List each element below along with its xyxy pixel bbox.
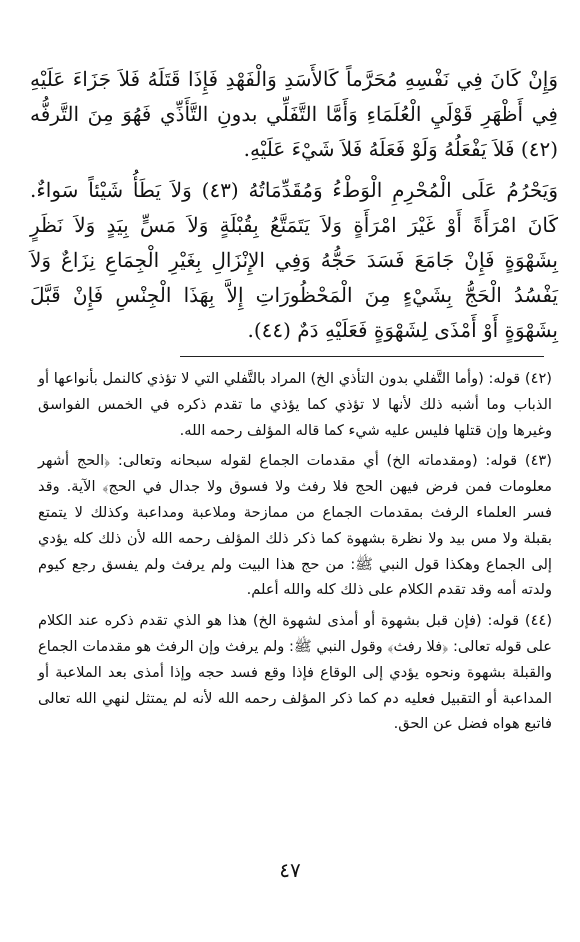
footnote-text: قوله: (ومقدماته الخ) أي مقدمات الجماع لقوله سبحانه وتعالى: ﴿الحج أشهر معلومات فمن فرض فيهن الحج فلا رفث ولا فسوق ولا جدال في الحج﴾ الآية. وقد فسر العلماء الرفث بمقدمات الجماع من ممازحة وملاعبة ومداعبة وكذلك لا يتمتع بقبلة ولا مس بيد ولا نظرة بشهوة كما ذكر ذلك المؤلف رحمه الله لأن ذلك كله يؤدي إلى الجماع وهكذا قول النبي ﷺ: من حج هذا البيت ولم يرفث ولم يفسق رجع كيوم ولدته أمه وقد تقدم الكلام على ذلك كله والله أعلم. — [38, 452, 552, 599]
main-paragraph-1: وَإِنْ كَانَ فِي نَفْسِهِ مُحَرَّماً كَالأَسَدِ وَالْفَهْدِ فَإِذَا قَتَلَهُ فَلاَ جَزَاءَ عَلَيْهِ فِي أَظْهَرِ قَوْلَيِ الْعُلَمَاءِ وَأَمَّا التَّفَلِّي بدونِ التَّأَذِّي فَهُوَ مِنَ التَّرفُّه ‎(٤٢)‏ فَلاَ يَفْعَلُهُ وَلَوْ فَعَلَهُ فَلاَ شَيْءَ عَلَيْهِ. — [30, 67, 558, 161]
footnote-number: (٤٣) — [524, 452, 552, 470]
footnote-separator — [180, 356, 544, 357]
footnote-43 — [38, 448, 552, 603]
footnote-text: قوله: (وأما التَّفلي بدون التأذي الخ) المراد بالتَّفلي التي لا تؤذي كالنمل بأنواعها أو الذباب وما أشبه ذلك لأنها لا تؤذي كما يؤذي ما تقدم ذكره في الخمس الفواسق وغيرها وإن قتلها فليس عليه شيء كما قاله المؤلف رحمه الله. — [38, 370, 552, 439]
main-paragraph-2: وَيَحْرُمُ عَلَى الْمُحْرِمِ الْوَطْءُ وَمُقَدِّمَاتُهُ ‎(٤٣)‏ وَلاَ يَطَأُ شَيْئاً سَواءٌ. كَانَ امْرَأَةً أَوْ غَيْرَ امْرَأَةٍ وَلاَ يَتَمَتَّعُ بِقُبْلَةٍ وَلاَ مَسٍّ بِيَدٍ وَلاَ نَظَرٍ بِشَهْوَةٍ فَإِنْ جَامَعَ فَسَدَ حَجُّهُ وَفِي الإِنْزَالِ بِغَيْرِ الْجِمَاعِ نِزَاعٌ وَلاَ يَفْسُدُ الْحَجُّ بِشَيْءٍ مِنَ الْمَحْظُورَاتِ إِلاَّ بِهَذَا الْجِنْسِ فَإِنْ قَبَّلَ بِشَهْوَةٍ أَوْ أَمْذَى لِشَهْوَةٍ فَعَلَيْهِ دَمٌ ‎(٤٤)‏. — [30, 178, 558, 342]
footnotes — [38, 366, 552, 742]
footnote-number: (٤٢) — [524, 370, 552, 387]
page-number: ٤٧ — [279, 858, 301, 882]
footnote-number: (٤٤) — [524, 612, 553, 630]
main-text — [30, 62, 558, 354]
footnote-42 — [38, 366, 552, 443]
footnote-text: قوله: (فإن قبل بشهوة أو أمذى لشهوة الخ) هذا هو الذي تقدم ذكره عند الكلام على قوله تعالى: ﴿فلا رفث﴾ وقول النبي ﷺ: ولم يرفث وإن الرفث هو مقدمات الجماع والقبلة بشهوة ونحوه يؤدي إلى الوقاع فإذا وقع فسد حجه وإذا أمذى بعد الملاعبة أو المداعبة أو التقبيل فعليه دم كما ذكر المؤلف رحمه الله لأنه لم يمتثل لنهي الله تعالى فاتبع هواه فضل عن الحق. — [38, 612, 552, 733]
footnote-44 — [38, 608, 552, 737]
